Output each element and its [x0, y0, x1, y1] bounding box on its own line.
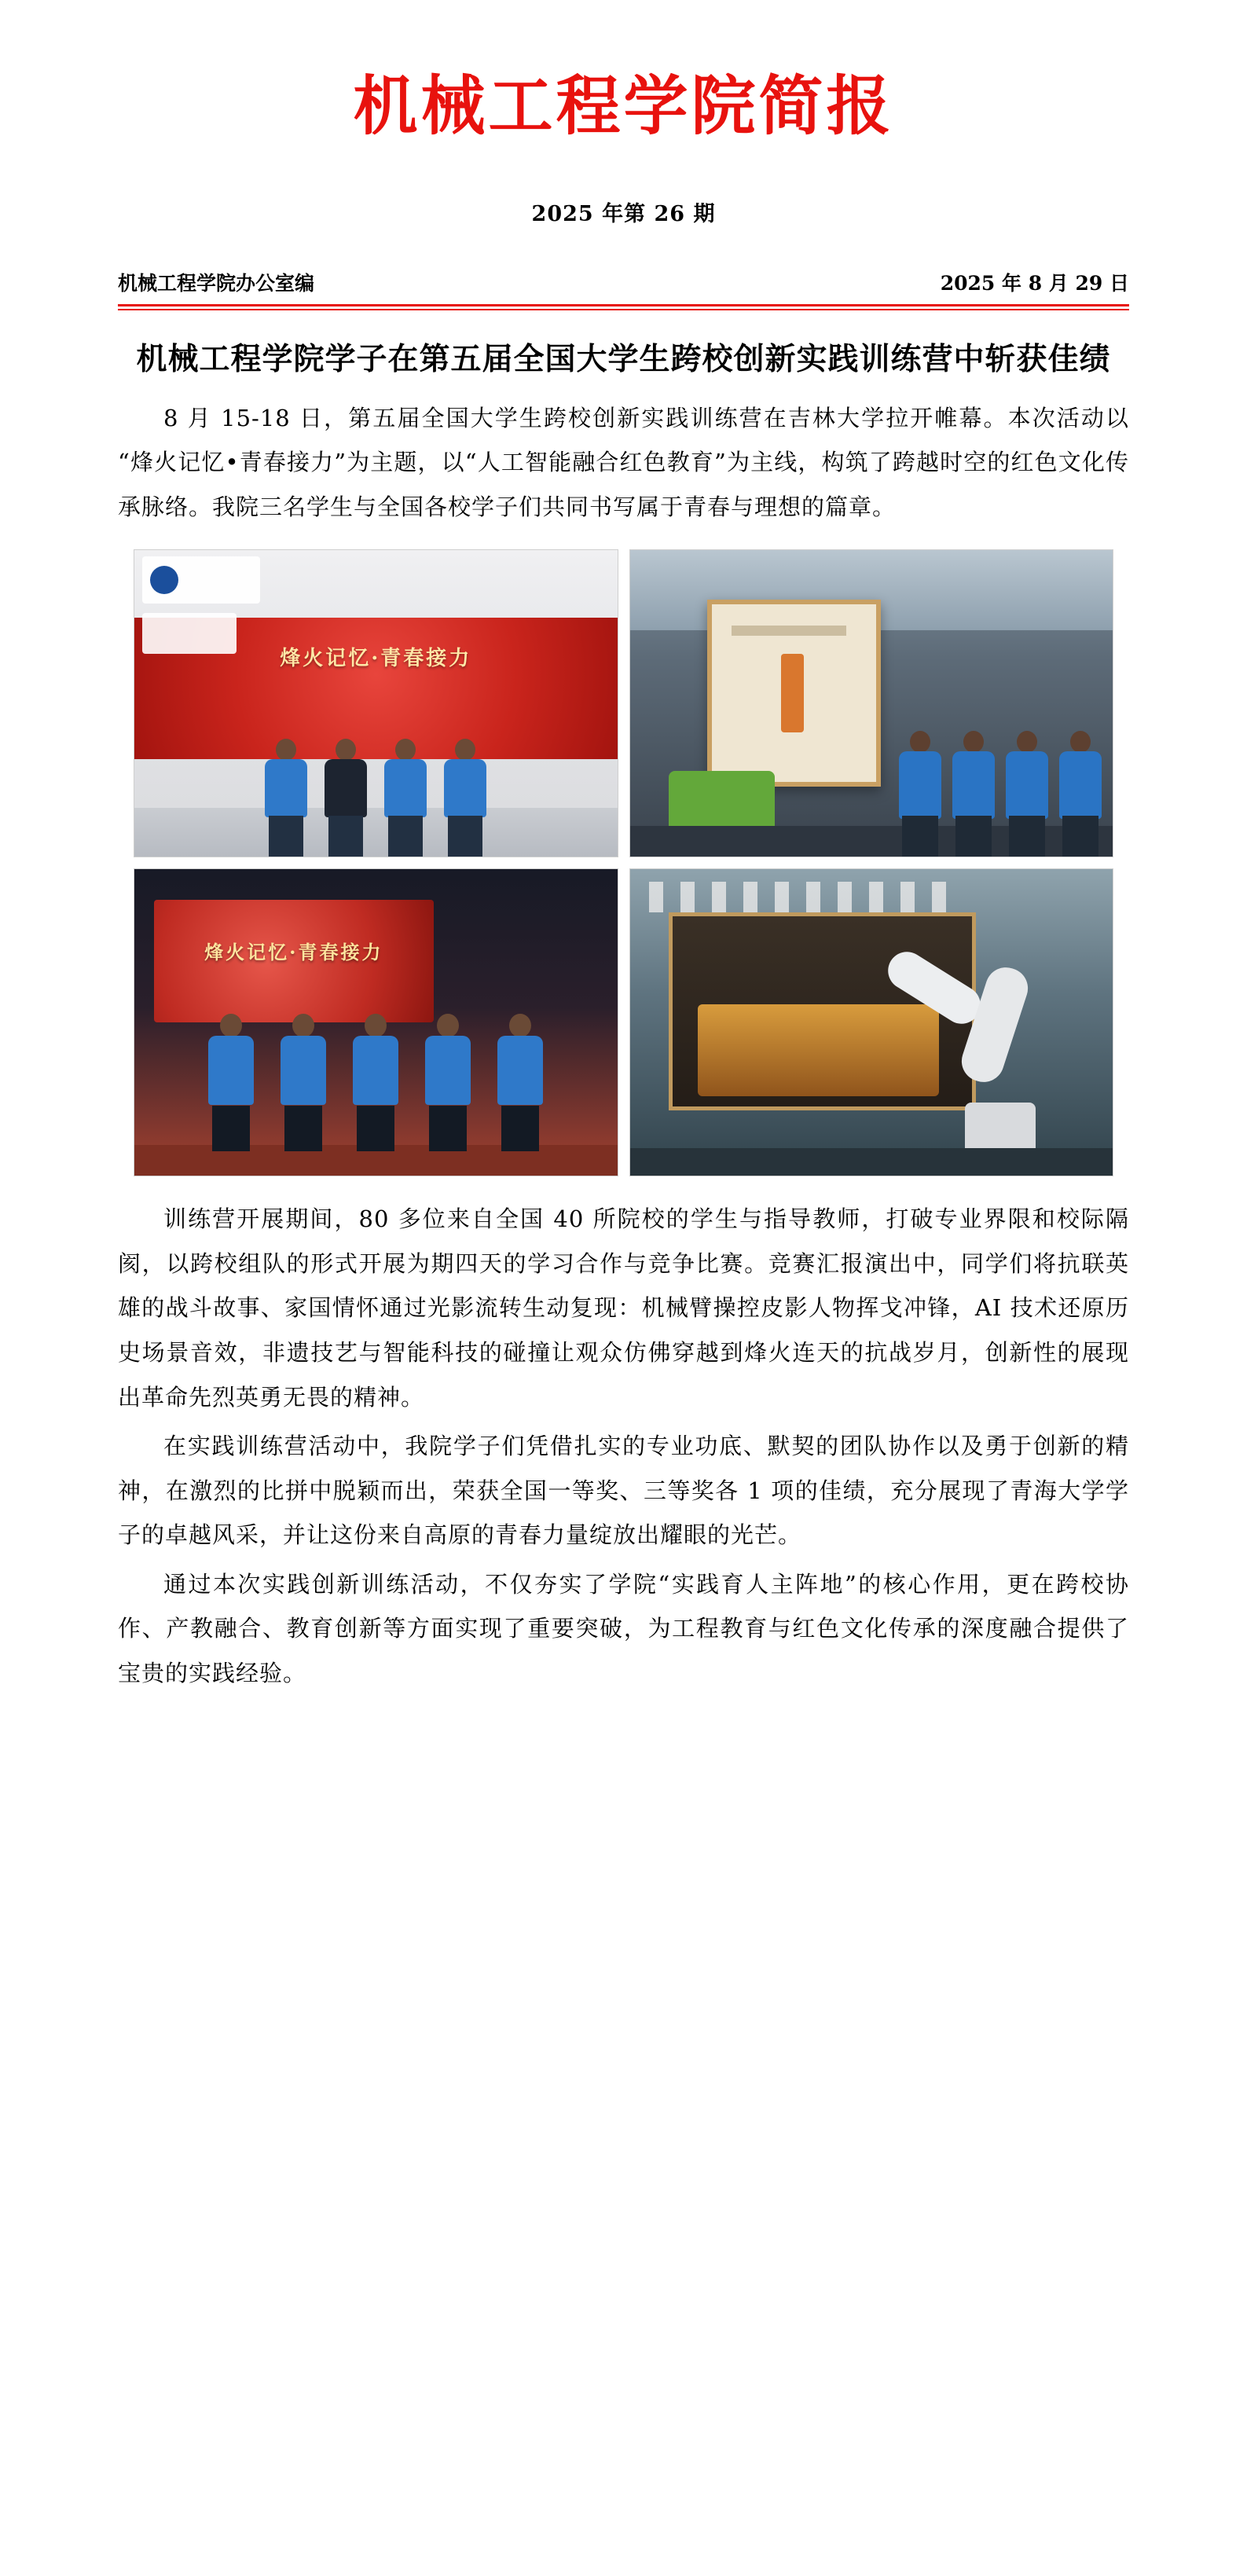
people-group	[134, 983, 618, 1152]
divider-thin-line	[118, 309, 1129, 310]
shadow-figure	[781, 654, 804, 732]
editor-label: 机械工程学院办公室编	[118, 272, 315, 295]
paragraph-4: 通过本次实践创新训练活动，不仅夯实了学院“实践育人主阵地”的核心作用，更在跨校协作、产教融合、教育创新等方面实现了重要突破，为工程教育与红色文化传承的深度融合提供了宝贵的实践经验。	[118, 1570, 1129, 1686]
people-group	[833, 667, 1103, 857]
floor	[630, 1148, 1113, 1176]
paragraph-3: 在实践训练营活动中，我院学子们凭借扎实的专业功底、默契的团队协作以及勇于创新的精神，在激烈的比拼中脱颖而出，荣获全国一等奖、三等奖各 1 项的佳绩，充分展现了青海大学学子的卓越风采，并让这份来自高原的青春力量绽放出耀眼的光芒。	[118, 1433, 1129, 1549]
meta-row	[118, 268, 1129, 304]
photo-workshop-display	[629, 549, 1114, 857]
photo-1-overlay-text: 烽火记忆·青春接力	[280, 647, 472, 671]
issue-number: 2025 年第 26 期	[531, 202, 716, 227]
photo-robotic-arm	[629, 868, 1114, 1176]
projection-glow	[698, 1004, 939, 1096]
paragraph-2: 训练营开展期间，80 多位来自全国 40 所院校的学生与指导教师，打破专业界限和校际隔阂，以跨校组队的形式开展为期四天的学习合作与竞争比赛。竞赛汇报演出中，同学们将抗联英雄的战斗故事、家国情怀通过光影流转生动复现：机械臂操控皮影人物挥戈冲锋，AI 技术还原历史场景音效，非遗技艺与智能科技的碰撞让观众仿佛穿越到烽火连天的抗战岁月，创新性的展现出革命先烈英勇无畏的精神。	[118, 1205, 1129, 1411]
photo-opening-ceremony	[134, 549, 618, 857]
photo-3-overlay-text: 烽火记忆·青春接力	[204, 941, 383, 964]
photo-grid	[118, 549, 1129, 1176]
people-group	[134, 698, 618, 857]
header-divider	[118, 304, 1129, 310]
pennant-flags	[649, 882, 958, 912]
photo-stage-lineup	[134, 868, 618, 1176]
secondary-logo	[142, 613, 237, 654]
publish-date: 2025 年 8 月 29 日	[940, 272, 1129, 295]
jilin-university-logo	[142, 556, 260, 604]
article-headline: 机械工程学院学子在第五届全国大学生跨校创新实践训练营中斩获佳绩	[136, 341, 1111, 378]
paragraph-1: 8 月 15-18 日，第五届全国大学生跨校创新实践训练营在吉林大学拉开帷幕。本次活动以“烽火记忆•青春接力”为主题，以“人工智能融合红色教育”为主线，构筑了跨越时空的红色文化传承脉络。我院三名学生与全国各校学子们共同书写属于青春与理想的篇章。	[118, 404, 1129, 520]
masthead-title: 机械工程学院简报	[353, 68, 894, 144]
